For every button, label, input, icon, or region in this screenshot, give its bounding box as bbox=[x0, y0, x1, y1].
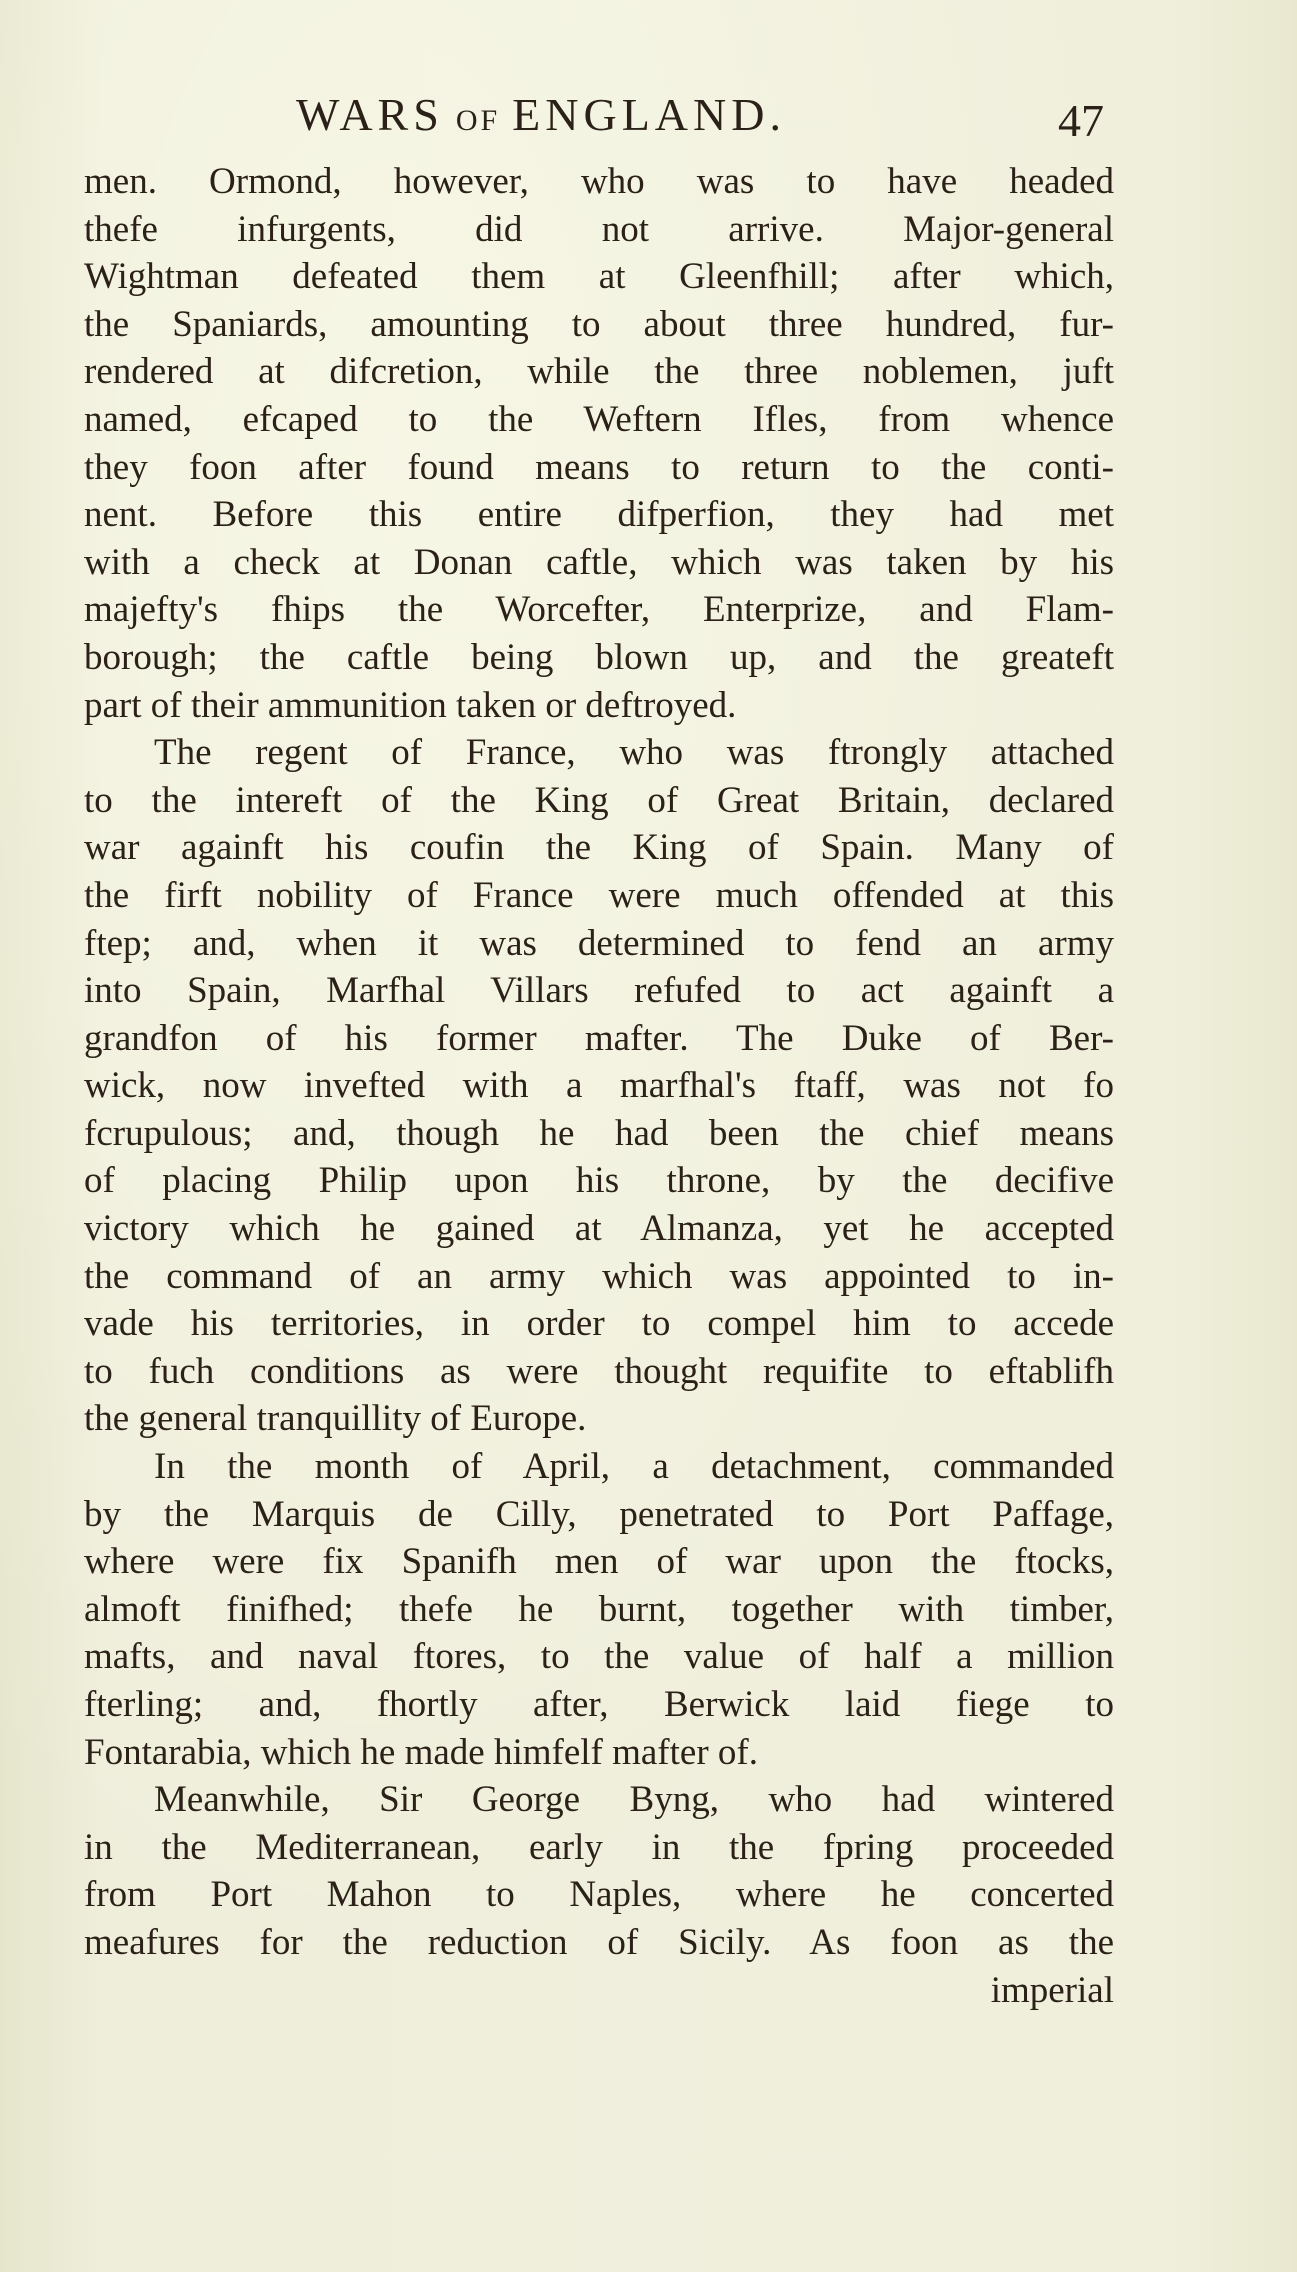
text-line: Wightman defeated them at Gleenfhill; after which, bbox=[84, 256, 1114, 298]
text-line: into Spain, Marfhal Villars refufed to act againft a bbox=[84, 970, 1114, 1012]
text-line: war againft his coufin the King of Spain. Many of bbox=[84, 827, 1114, 869]
text-line: meafures for the reduction of Sicily. As foon as the bbox=[84, 1921, 1114, 1963]
text-line: grandfon of his former mafter. The Duke of Ber- bbox=[84, 1017, 1114, 1059]
text-line: vade his territories, in order to compel him to accede bbox=[84, 1303, 1114, 1345]
text-line: majefty's fhips the Worcefter, Enterprize, and Flam- bbox=[84, 589, 1114, 631]
text-line: in the Mediterranean, early in the fpring proceeded bbox=[84, 1826, 1114, 1868]
text-line: the command of an army which was appointed to in- bbox=[84, 1255, 1114, 1297]
running-head-of: OF bbox=[455, 104, 501, 137]
text-line: mafts, and naval ftores, to the value of half a million bbox=[84, 1636, 1114, 1678]
text-line: In the month of April, a detachment, commanded bbox=[154, 1446, 1114, 1488]
text-line: to the intereft of the King of Great Britain, declared bbox=[84, 779, 1114, 821]
text-line: the Spaniards, amounting to about three hundred, fur- bbox=[84, 303, 1114, 345]
text-line: rendered at difcretion, while the three noblemen, juft bbox=[84, 351, 1114, 393]
text-line: to fuch conditions as were thought requifite to eftablifh bbox=[84, 1350, 1114, 1392]
text-line: wick, now invefted with a marfhal's ftaff, was not fo bbox=[84, 1065, 1114, 1107]
text-line: from Port Mahon to Naples, where he concerted bbox=[84, 1874, 1114, 1916]
page-number: 47 bbox=[1058, 95, 1104, 146]
text-line: by the Marquis de Cilly, penetrated to Port Paffage, bbox=[84, 1493, 1114, 1535]
text-line: fcrupulous; and, though he had been the chief means bbox=[84, 1112, 1114, 1154]
page-header bbox=[0, 88, 1297, 148]
text-line: victory which he gained at Almanza, yet he accepted bbox=[84, 1208, 1114, 1250]
text-line: with a check at Donan caftle, which was taken by his bbox=[84, 541, 1114, 583]
text-line: the firft nobility of France were much offended at this bbox=[84, 874, 1114, 916]
text-line: nent. Before this entire difperfion, they had met bbox=[84, 494, 1114, 536]
text-line: The regent of France, who was ftrongly attached bbox=[154, 732, 1114, 774]
text-line: they foon after found means to return to the conti- bbox=[84, 446, 1114, 488]
text-line: Meanwhile, Sir George Byng, who had wintered bbox=[154, 1779, 1114, 1821]
text-line: borough; the caftle being blown up, and the greateft bbox=[84, 636, 1114, 678]
text-line: named, efcaped to the Weftern Ifles, from whence bbox=[84, 398, 1114, 440]
running-head-left: WARS bbox=[296, 89, 444, 140]
catchword: imperial bbox=[990, 1969, 1114, 2011]
text-line: ftep; and, when it was determined to fend an army bbox=[84, 922, 1114, 964]
text-line: men. Ormond, however, who was to have headed bbox=[84, 161, 1114, 202]
text-line: almoft finifhed; thefe he burnt, together with timber, bbox=[84, 1588, 1114, 1630]
text-line: thefe infurgents, did not arrive. Major-general bbox=[84, 208, 1114, 250]
text-line: fterling; and, fhortly after, Berwick laid fiege to bbox=[84, 1684, 1114, 1725]
text-line: part of their ammunition taken or deftroyed. bbox=[84, 684, 737, 726]
text-line: of placing Philip upon his throne, by the decifive bbox=[84, 1160, 1114, 1202]
body-text bbox=[84, 158, 1114, 2014]
running-head bbox=[296, 88, 786, 141]
running-head-right: ENGLAND. bbox=[512, 89, 786, 140]
text-line: where were fix Spanifh men of war upon the ftocks, bbox=[84, 1541, 1114, 1583]
text-line: the general tranquillity of Europe. bbox=[84, 1398, 587, 1440]
text-line: Fontarabia, which he made himfelf mafter of. bbox=[84, 1731, 758, 1773]
